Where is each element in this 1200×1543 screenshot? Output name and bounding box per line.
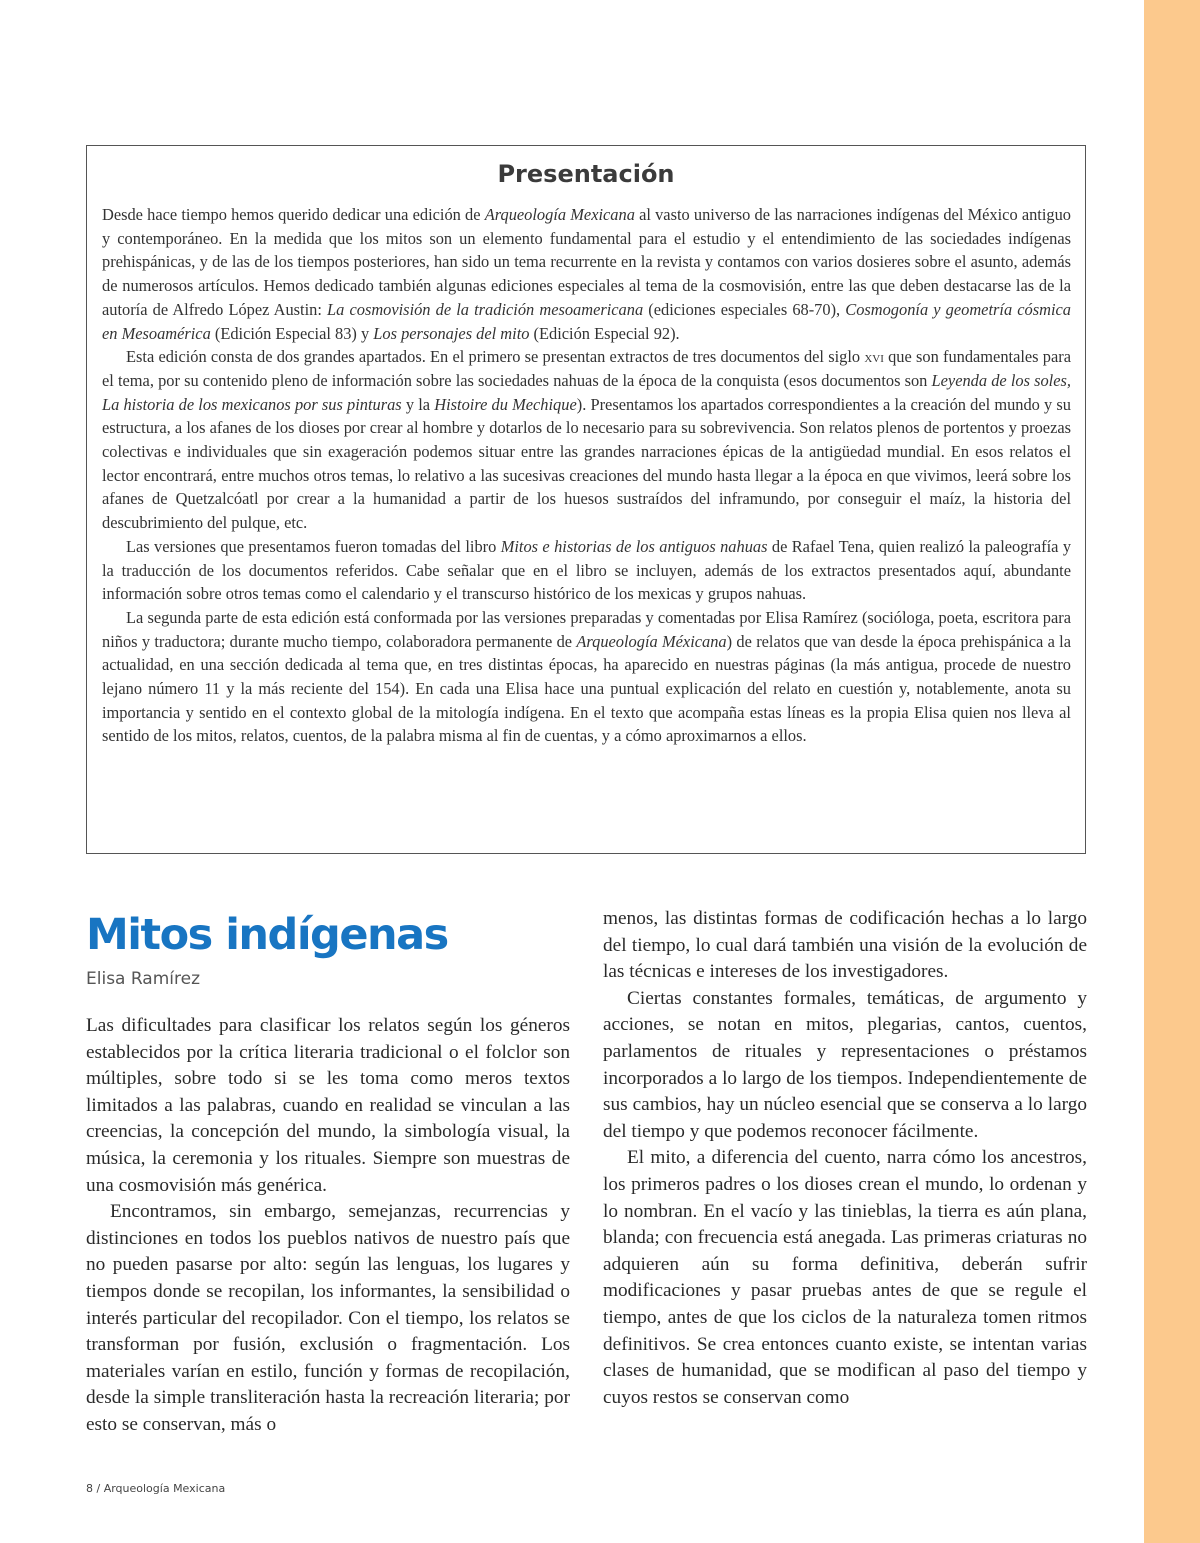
article-title: Mitos indígenas <box>86 910 448 960</box>
presentacion-paragraph: Desde hace tiempo hemos querido dedicar una edición de Arqueología Mexicana al vasto universo de las narraciones indígenas del México antiguo y contemporáneo. En la medida que los mitos son un elemento fundamental para el estudio y el entendimiento de las sociedades indígenas prehispánicas, y de las de los tiempos posteriores, han sido un tema recurrente en la revista y contamos con varios dosieres sobre el asunto, además de numerosos artículos. Hemos dedicado también algunas ediciones especiales al tema de la cosmovisión, entre las que deben destacarse las de la autoría de Alfredo López Austin: La cosmovisión de la tradición mesoamericana (ediciones especiales 68-70), Cosmogonía y geometría cósmica en Mesoamérica (Edición Especial 83) y Los personajes del mito (Edición Especial 92). <box>102 205 1071 343</box>
article-paragraph: Las dificultades para clasificar los relatos según los géneros establecidos por la crítica literaria tradicional o el folclor son múltiples, sobre todo si se les toma como meros textos limitados a las palabras, cuando en realidad se vinculan a las creencias, la concepción del mundo, la simbología visual, la música, la ceremonia y los rituales. Siempre son muestras de una cosmovisión más genérica. <box>86 1015 570 1196</box>
article-paragraph: Encontramos, sin embargo, semejanzas, recurrencias y distinciones en todos los pueblos nativos de nuestro país que no pueden pasarse por alto: según las lenguas, los lugares y tiempos donde se recopilan, los informantes, la sensibilidad o interés particular del recopilador. Con el tiempo, los relatos se transforman por fusión, exclusión o fragmentación. Los materiales varían en estilo, función y formas de recopilación, desde la simple transliteración hasta la recreación literaria; por esto se conservan, más o <box>86 1201 570 1435</box>
article-paragraph: menos, las distintas formas de codificación hechas a lo largo del tiempo, lo cual dará también una visión de la evolución de las técnicas e intereses de los investigadores. <box>603 908 1087 983</box>
side-color-band <box>1144 0 1200 1543</box>
presentacion-title: Presentación <box>497 160 675 188</box>
article-paragraph: Ciertas constantes formales, temáticas, de argumento y acciones, se notan en mitos, plegarias, cantos, cuentos, parlamentos de rituales y representaciones o préstamos incorporados a lo largo de los tiempos. Independientemente de sus cambios, hay un núcleo esencial que se conserva a lo largo del tiempo y que podemos reconocer fácilmente. <box>603 987 1087 1142</box>
presentacion-box <box>86 145 1086 854</box>
page-footer: 8 / Arqueología Mexicana <box>86 1482 226 1495</box>
presentacion-text <box>102 203 1071 748</box>
article-author: Elisa Ramírez <box>86 969 201 989</box>
presentacion-paragraph: La segunda parte de esta edición está conformada por las versiones preparadas y comentadas por Elisa Ramírez (socióloga, poeta, escritora para niños y traductora; durante mucho tiempo, colaboradora permanente de Arqueología Méxicana) de relatos que van desde la época prehispánica a la actualidad, en una sección dedicada al tema que, en tres distintas épocas, ha aparecido en nuestras páginas (la más antigua, procede de nuestro lejano número 11 y la más reciente del 154). En cada una Elisa hace una puntual explicación del relato en cuestión y, notablemente, anota su importancia y sentido en el contexto global de la mitología indígena. En el texto que acompaña estas líneas es la propia Elisa quien nos lleva al sentido de los mitos, relatos, cuentos, de la palabra misma al fin de cuentas, y a cómo aproximarnos a ellos. <box>102 607 1071 746</box>
article-paragraph: El mito, a diferencia del cuento, narra cómo los ancestros, los primeros padres o los dioses crean el mundo, lo ordenan y lo nombran. En el vacío y las tinieblas, la tierra es aún plana, blanda; con frecuencia está anegada. Las primeras criaturas no adquieren aún su forma definitiva, deberán sufrir modificaciones y pasar pruebas antes de que se regule el tiempo, antes de que los ciclos de la naturaleza tomen ritmos definitivos. Se crea entonces cuanto existe, se intentan varias clases de humanidad, que se modifican al paso del tiempo y cuyos restos se conservan como <box>603 1147 1087 1408</box>
presentacion-paragraph: Las versiones que presentamos fueron tomadas del libro Mitos e historias de los antiguos nahuas de Rafael Tena, quien realizó la paleografía y la traducción de los documentos referidos. Cabe señalar que en el libro se incluyen, además de los extractos presentados aquí, abundante información sobre otros temas como el calendario y el transcurso histórico de los mexicas y grupos nahuas. <box>102 536 1072 604</box>
presentacion-paragraph: Esta edición consta de dos grandes apartados. En el primero se presentan extractos de tres documentos del siglo xvi que son fundamentales para el tema, por su contenido pleno de información sobre las sociedades nahuas de la época de la conquista (esos documentos son Leyenda de los soles, La historia de los mexicanos por sus pinturas y la Histoire du Mechique). Presentamos los apartados correspondientes a la creación del mundo y su estructura, a los afanes de los dioses por crear al hombre y dotarlos de lo necesario para su sobrevivencia. Son relatos plenos de portentos y proezas colectivas e individuales que sin exageración podemos situar entre las grandes narraciones épicas de la antigüedad mundial. En esos relatos el lector encontrará, entre muchos otros temas, lo relativo a las sucesivas creaciones del mundo hasta llegar a la época en que vivimos, leerá sobre los afanes de Quetzalcóatl por crear a la humanidad a partir de los huesos sustraídos del inframundo, por conseguir el maíz, la historia del descubrimiento del pulque, etc. <box>102 347 1071 533</box>
article-column-right <box>603 906 1087 1411</box>
article-column-left <box>86 1013 570 1439</box>
